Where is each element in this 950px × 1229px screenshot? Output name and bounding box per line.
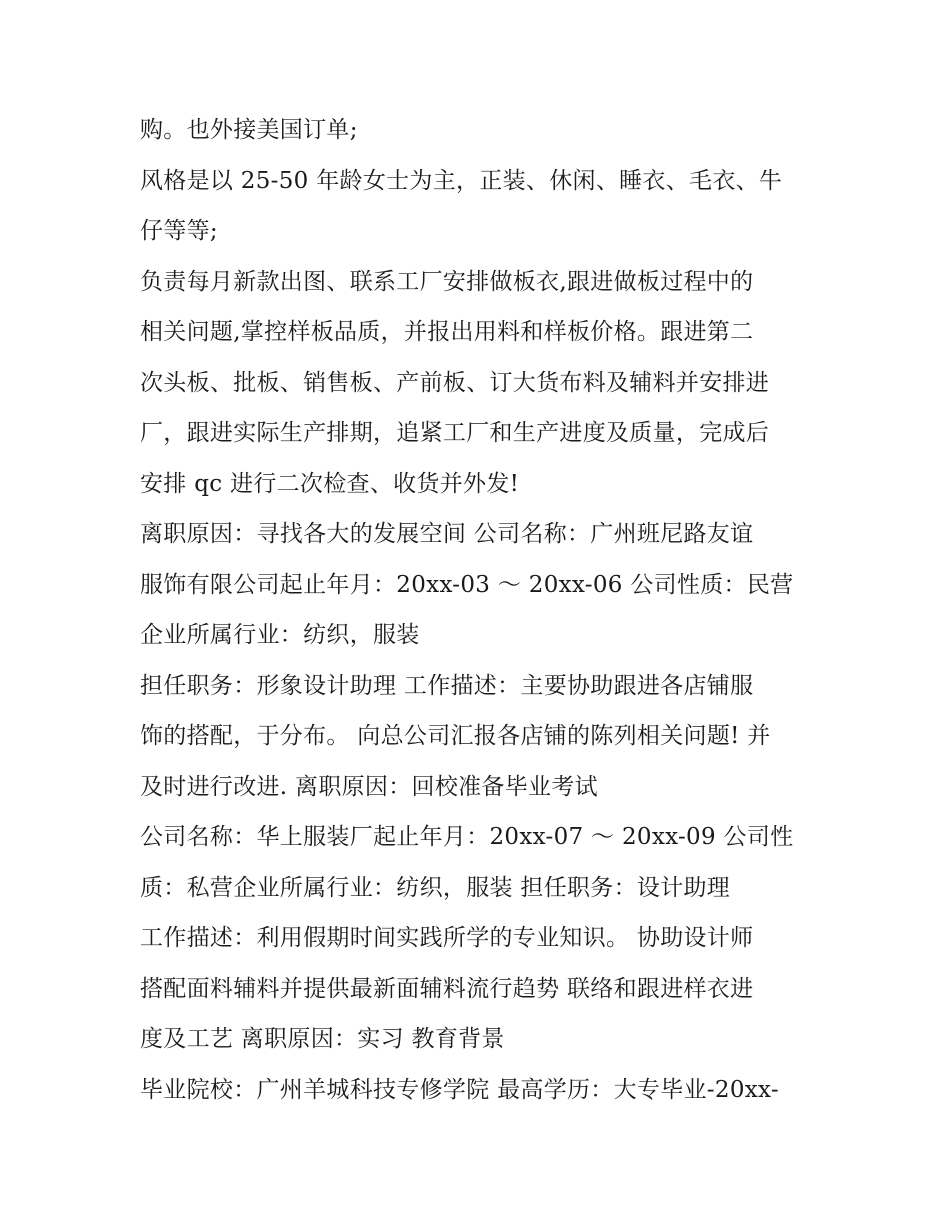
text-line: 安排 qc 进行二次检查、收货并外发! [140,470,520,497]
text-line: 厂，跟进实际生产排期，追紧工厂和生产进度及质量，完成后 [140,420,770,446]
text-line: 质：私营企业所属行业：纺织，服装 担任职务：设计助理 [140,874,731,901]
text-line: 购。也外接美国订单; [140,117,358,143]
text-line: 企业所属行业：纺织，服装 [140,622,420,648]
text-line: 毕业院校：广州羊城科技专修学院 最高学历：大专毕业-20xx- [140,1076,779,1103]
text-line: 工作描述：利用假期时间实践所学的专业知识。 协助设计师 [140,925,754,951]
text-line: 度及工艺 离职原因：实习 教育背景 [140,1026,505,1052]
text-line: 风格是以 25-50 年龄女士为主，正装、休闲、睡衣、毛衣、牛 [140,167,783,194]
text-line: 及时进行改进. 离职原因：回校准备毕业考试 [140,773,598,800]
text-line: 搭配面料辅料并提供最新面辅料流行趋势 联络和跟进样衣进 [140,975,754,1002]
text-line: 公司名称：华上服装厂起止年月：20xx-07 ～ 20xx-09 公司性 [140,824,794,850]
text-line: 次头板、批板、销售板、产前板、订大货布料及辅料并安排进 [140,369,770,396]
text-line: 仔等等; [140,218,218,244]
text-line: 离职原因：寻找各大的发展空间 公司名称：广州班尼路友谊 [140,521,754,547]
text-line: 担任职务：形象设计助理 工作描述：主要协助跟进各店铺服 [140,672,754,699]
text-line: 相关问题,掌控样板品质，并报出用料和样板价格。跟进第二 [140,319,754,345]
text-line: 负责每月新款出图、联系工厂安排做板衣,跟进做板过程中的 [140,268,754,295]
text-line: 服饰有限公司起止年月：20xx-03 ～ 20xx-06 公司性质：民营 [140,571,794,598]
body-text [140,105,820,1115]
text-line: 饰的搭配，于分布。 向总公司汇报各店铺的陈列相关问题! 并 [140,723,771,749]
